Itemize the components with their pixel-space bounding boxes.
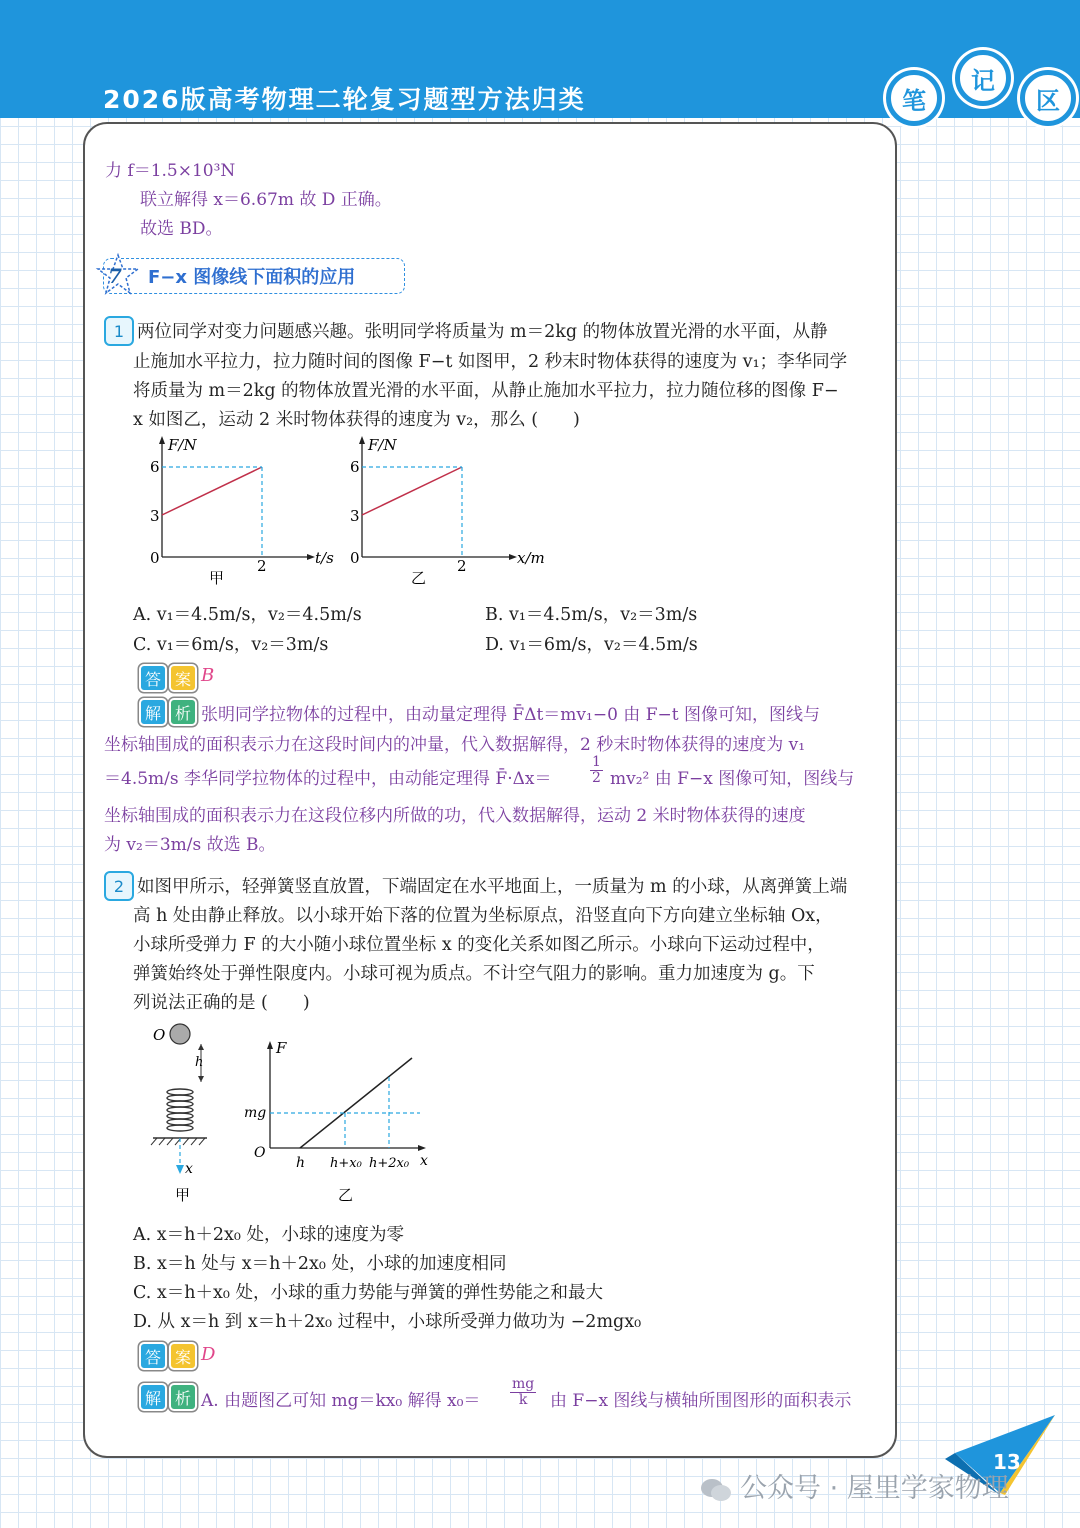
intro-line-3: 故选 BD。	[140, 219, 223, 239]
q2-line-4: 弹簧始终处于弹性限度内。小球可视为质点。不计空气阻力的影响。重力加速度为 g。下	[133, 964, 815, 984]
fig1-origin: O	[153, 1026, 166, 1044]
q1-answer: B	[201, 665, 215, 686]
answer-tag-da: 答	[139, 1342, 167, 1370]
force-graph	[240, 1035, 440, 1210]
q1-answer-label	[139, 664, 197, 692]
page-number: 13	[993, 1450, 1021, 1474]
q1-analysis-fraction: $\frac{1}{2}$	[592, 754, 601, 786]
q2-option-c[interactable]: C. x＝h＋x₀ 处，小球的重力势能与弹簧的弹性势能之和最大	[133, 1283, 603, 1303]
question-2-number: 2	[104, 871, 134, 901]
analysis-tag-xi: 析	[169, 698, 197, 726]
graph-yi-origin: 0	[350, 549, 360, 567]
note-badge-2: 记	[955, 50, 1011, 106]
q2-line-1: 如图甲所示，轻弹簧竖直放置，下端固定在水平地面上，一质量为 m 的小球，从离弹簧上端	[137, 877, 848, 897]
q2-analysis-fraction: $\frac{mg}{k}$	[512, 1376, 535, 1408]
graph-jia-caption: 甲	[209, 569, 225, 587]
q1-analysis-line-2: 坐标轴围成的面积表示力在这段时间内的冲量，代入数据解得，2 秒末时物体获得的速度为 v₁	[104, 735, 806, 755]
q2-option-a[interactable]: A. x＝h＋2x₀ 处，小球的速度为零	[133, 1225, 404, 1245]
q2-line-3: 小球所受弹力 F 的大小随小球位置坐标 x 的变化关系如图乙所示。小球向下运动过程中，	[133, 935, 825, 955]
q1-line-2: 止施加水平拉力，拉力随时间的图像 F−t 如图甲，2 秒末时物体获得的速度为 v₁；李华同学	[133, 352, 848, 372]
answer-tag-an: 案	[169, 664, 197, 692]
fig2-F: F	[276, 1039, 287, 1057]
question-1-number: 1	[104, 316, 134, 346]
q2-analysis-label	[139, 1383, 197, 1411]
q2-line-2: 高 h 处由静止释放。以小球开始下落的位置为坐标原点，沿竖直向下方向建立坐标轴 Ox，	[133, 906, 833, 926]
graph-jia-tick-2: 2	[257, 557, 267, 575]
q1-option-d[interactable]: D. v₁＝6m/s，v₂＝4.5m/s	[485, 635, 698, 655]
fig2-x: x	[420, 1153, 428, 1169]
graph-yi-ylabel: F/N	[368, 436, 397, 454]
q1-line-1: 两位同学对变力问题感兴趣。张明同学将质量为 m＝2kg 的物体放置光滑的水平面，从静	[137, 322, 828, 342]
fig1-h: h	[195, 1055, 204, 1070]
fig2-h2x0: h+2x₀	[369, 1156, 410, 1171]
q1-analysis-line-4: 坐标轴围成的面积表示力在这段位移内所做的功，代入数据解得，运动 2 米时物体获得的速度	[104, 806, 806, 826]
q2-analysis-line-b: 由 F−x 图线与横轴所围图形的面积表示	[550, 1391, 852, 1411]
analysis-tag-jie: 解	[139, 698, 167, 726]
q2-answer-label	[139, 1342, 197, 1370]
q2-analysis-line-a: A. 由题图乙可知 mg＝kx₀ 解得 x₀＝	[201, 1391, 481, 1411]
q1-option-b[interactable]: B. v₁＝4.5m/s，v₂＝3m/s	[485, 605, 698, 625]
graph-yi-tick-3: 3	[350, 507, 360, 525]
fig2-hx0: h+x₀	[330, 1156, 362, 1171]
note-badge-1: 笔	[886, 70, 942, 126]
fig2-caption: 乙	[338, 1186, 354, 1204]
fig2-O: O	[254, 1145, 266, 1161]
graph-jia-ylabel: F/N	[168, 436, 197, 454]
q1-analysis-line-3a: ＝4.5m/s 李华同学拉物体的过程中，由动能定理得 F̄·Δx＝	[104, 769, 552, 789]
graph-jia-origin: 0	[150, 549, 160, 567]
graph-jia-xlabel: t/s	[315, 549, 334, 567]
spring-figure	[145, 1018, 225, 1208]
q1-option-a[interactable]: A. v₁＝4.5m/s，v₂＝4.5m/s	[133, 605, 362, 625]
q1-option-c[interactable]: C. v₁＝6m/s，v₂＝3m/s	[133, 635, 329, 655]
fig2-mg: mg	[244, 1105, 267, 1121]
analysis-tag-xi: 析	[169, 1383, 197, 1411]
note-badge-3: 区	[1020, 70, 1076, 126]
graph-jia-tick-6: 6	[150, 458, 160, 476]
graph-yi-tick-6: 6	[350, 458, 360, 476]
graph-yi-caption: 乙	[411, 569, 427, 587]
q1-analysis-label	[139, 698, 197, 726]
fig2-h: h	[296, 1155, 306, 1171]
graph-jia-tick-3: 3	[150, 507, 160, 525]
q2-line-5: 列说法正确的是 ( )	[133, 993, 310, 1013]
q1-analysis-line-5: 为 v₂＝3m/s 故选 B。	[104, 835, 276, 855]
graph-yi	[340, 432, 560, 592]
graph-jia	[140, 432, 340, 592]
q1-analysis-line-1: 张明同学拉物体的过程中，由动量定理得 F̄Δt＝mv₁−0 由 F−t 图像可知，图线与	[201, 705, 820, 725]
wechat-icon	[700, 1477, 732, 1503]
analysis-tag-jie: 解	[139, 1383, 167, 1411]
section-number: 7	[108, 264, 122, 288]
q1-line-4: x 如图乙，运动 2 米时物体获得的速度为 v₂，那么 ( )	[133, 410, 580, 430]
header-title: 2026版高考物理二轮复习题型方法归类	[103, 85, 586, 114]
answer-tag-da: 答	[139, 664, 167, 692]
ball-icon	[170, 1024, 190, 1044]
footer-watermark	[700, 1466, 1009, 1505]
intro-line-2: 联立解得 x＝6.67m 故 D 正确。	[140, 190, 392, 210]
section-title: F−x 图像线下面积的应用	[148, 267, 356, 288]
fig1-caption: 甲	[175, 1186, 191, 1204]
q1-line-3: 将质量为 m＝2kg 的物体放置光滑的水平面，从静止施加水平拉力，拉力随位移的图像 F−	[133, 381, 839, 401]
intro-line-1: 力 f＝1.5×10³N	[105, 161, 236, 181]
footer-text: 公众号 · 屋里学家物理	[740, 1473, 1009, 1504]
section-heading	[103, 258, 405, 294]
fig1-x: x	[185, 1161, 193, 1177]
answer-tag-an: 案	[169, 1342, 197, 1370]
spring-icon	[167, 1089, 193, 1131]
q2-option-b[interactable]: B. x＝h 处与 x＝h＋2x₀ 处，小球的加速度相同	[133, 1254, 507, 1274]
q2-answer: D	[201, 1344, 216, 1365]
graph-yi-xlabel: x/m	[517, 549, 545, 567]
q2-option-d[interactable]: D. 从 x＝h 到 x＝h＋2x₀ 过程中，小球所受弹力做功为 −2mgx₀	[133, 1312, 642, 1332]
graph-yi-tick-2: 2	[457, 557, 467, 575]
q1-analysis-line-3b: mv₂² 由 F−x 图像可知，图线与	[610, 769, 855, 789]
